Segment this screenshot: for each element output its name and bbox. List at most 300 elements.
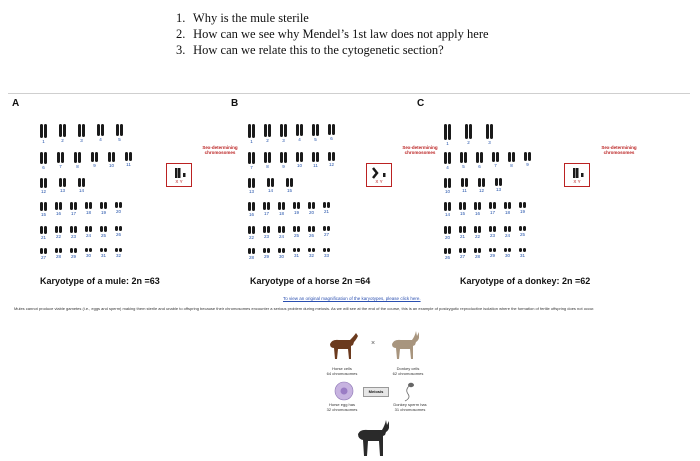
chromosome-number: 19 bbox=[519, 209, 525, 214]
chromosome bbox=[312, 124, 315, 136]
chromosome bbox=[460, 152, 463, 163]
chromosome-pair bbox=[519, 248, 526, 260]
chromosome-number: 23 bbox=[70, 233, 76, 239]
chromosome bbox=[89, 202, 92, 209]
chromosome-number: 25 bbox=[100, 232, 106, 238]
chromosome bbox=[332, 152, 335, 161]
chromosome-number: 1 bbox=[42, 139, 45, 144]
chromosome-number: 12 bbox=[328, 162, 334, 167]
chromosome bbox=[476, 152, 479, 163]
chromosome-number: 10 bbox=[108, 162, 114, 168]
chromosome bbox=[482, 178, 485, 187]
chromosome-number: 28 bbox=[55, 254, 61, 260]
chromosome bbox=[328, 152, 331, 161]
chromosome-number: 10 bbox=[444, 189, 450, 194]
chromosome-number: 18 bbox=[278, 210, 284, 216]
chromosome-pair bbox=[100, 248, 107, 260]
chromosome-number: 9 bbox=[526, 162, 529, 167]
chromosome bbox=[263, 248, 266, 253]
chromosome-pair bbox=[308, 226, 315, 240]
chromosome bbox=[308, 226, 311, 232]
chromosome-pair bbox=[444, 152, 451, 170]
chromosome-number: 10 bbox=[296, 163, 302, 169]
chromosome bbox=[74, 152, 77, 163]
karyotype-donkey bbox=[444, 118, 624, 268]
chromosome bbox=[59, 124, 62, 137]
chromosome bbox=[282, 202, 285, 210]
chromosome-pair bbox=[504, 226, 511, 240]
chromosome bbox=[496, 152, 499, 162]
chromosome-row bbox=[40, 248, 122, 260]
chromosome bbox=[490, 124, 493, 139]
chromosome-pair bbox=[323, 202, 330, 217]
chromosome-number: 13 bbox=[495, 187, 501, 193]
chromosome-pair bbox=[519, 202, 526, 217]
sex-determining-label-a: Sex-determining chromosomes bbox=[202, 145, 238, 155]
chromosome bbox=[316, 152, 319, 162]
chromosome-number: 29 bbox=[489, 253, 495, 259]
chromosome bbox=[44, 202, 47, 211]
chromosome bbox=[493, 226, 496, 232]
chromosome bbox=[112, 152, 115, 162]
chromosome bbox=[444, 178, 447, 188]
panel-letter-c: C bbox=[417, 98, 425, 109]
chromosome-number: 3 bbox=[282, 137, 285, 143]
chromosome bbox=[504, 226, 507, 232]
chromosome-number: 22 bbox=[248, 235, 254, 240]
chromosome bbox=[493, 202, 496, 209]
chromosome bbox=[116, 124, 119, 136]
karyotype-horse bbox=[248, 118, 428, 268]
chromosome-row bbox=[248, 248, 330, 260]
chromosome-number: 23 bbox=[263, 234, 269, 240]
chromosome bbox=[474, 202, 477, 210]
chromosome-pair bbox=[100, 202, 107, 217]
chromosome-number: 32 bbox=[308, 253, 314, 258]
chromosome-number: 7 bbox=[250, 165, 253, 170]
chromosome-pair bbox=[248, 178, 255, 194]
chromosome bbox=[282, 248, 285, 253]
chromosome bbox=[119, 226, 122, 231]
chromosome-row bbox=[248, 226, 330, 240]
sex-determining-label-b: Sex-determining chromosomes bbox=[402, 145, 438, 155]
chromosome bbox=[252, 152, 255, 164]
chromosome-pair bbox=[70, 202, 77, 217]
chromosome bbox=[89, 248, 92, 252]
chromosome-number: 3 bbox=[80, 137, 83, 143]
chromosome-pair bbox=[263, 248, 270, 260]
chromosome-pair bbox=[78, 178, 85, 194]
chromosome-pair bbox=[40, 152, 47, 170]
chromosome-pair bbox=[489, 202, 496, 217]
chromosome bbox=[44, 124, 47, 138]
chromosome bbox=[293, 248, 296, 252]
chromosome bbox=[85, 226, 88, 232]
chromosome bbox=[504, 248, 507, 252]
chromosome-pair bbox=[59, 178, 66, 194]
chromosome-pair bbox=[59, 124, 66, 144]
chromosome-pair bbox=[444, 124, 451, 146]
chromosome-pair bbox=[286, 178, 293, 194]
chromosome-pair bbox=[91, 152, 98, 170]
chromosome-pair bbox=[474, 226, 481, 240]
chromosome bbox=[300, 124, 303, 136]
chromosome-pair bbox=[296, 152, 303, 170]
chromosome bbox=[59, 178, 62, 187]
chromosome bbox=[444, 152, 447, 164]
chromosome bbox=[101, 124, 104, 136]
chromosome-number: 20 bbox=[308, 209, 314, 215]
chromosome-pair bbox=[312, 124, 319, 144]
horse-illustration bbox=[326, 330, 360, 364]
chromosome bbox=[492, 152, 495, 162]
chromosome bbox=[74, 248, 77, 253]
chromosome-number: 15 bbox=[40, 212, 46, 217]
chromosome-pair bbox=[461, 178, 468, 194]
chromosome bbox=[312, 226, 315, 232]
panel-letter-b: B bbox=[231, 98, 239, 109]
chromosome-number: 22 bbox=[474, 233, 480, 239]
chromosome-number: 26 bbox=[444, 255, 450, 260]
chromosome bbox=[528, 152, 531, 161]
chromosome-number: 1 bbox=[250, 139, 253, 144]
chromosome bbox=[70, 248, 73, 253]
chromosome bbox=[489, 248, 492, 252]
chromosome-number: 4 bbox=[446, 165, 449, 170]
chromosome bbox=[40, 226, 43, 234]
chromosome bbox=[40, 152, 43, 164]
sex-chromosome-box-c: X Y bbox=[564, 163, 590, 187]
chromosome bbox=[312, 152, 315, 162]
chromosome-number: 33 bbox=[323, 253, 329, 258]
chromosome bbox=[284, 152, 287, 163]
chromosome-pair bbox=[125, 152, 132, 170]
chromosome-pair bbox=[40, 248, 47, 260]
chromosome-pair bbox=[489, 248, 496, 260]
chromosome-number: 18 bbox=[85, 210, 91, 216]
chromosome bbox=[78, 124, 81, 137]
chromosome-number: 16 bbox=[474, 210, 480, 216]
chromosome bbox=[480, 152, 483, 163]
chromosome-pair bbox=[489, 226, 496, 240]
chromosome-number: 26 bbox=[115, 232, 121, 237]
chromosome bbox=[323, 248, 326, 252]
chromosome bbox=[508, 248, 511, 252]
chromosome-number: 9 bbox=[93, 163, 96, 169]
chromosome-number: 7 bbox=[59, 164, 62, 170]
chromosome bbox=[523, 202, 526, 208]
mule-illustration bbox=[354, 418, 398, 460]
chromosome-pair bbox=[280, 152, 287, 170]
chromosome-pair bbox=[55, 226, 62, 240]
chromosome-pair bbox=[85, 226, 92, 240]
chromosome bbox=[44, 226, 47, 234]
chromosome bbox=[474, 248, 477, 253]
chromosome-pair bbox=[278, 202, 285, 217]
chromosome bbox=[508, 202, 511, 209]
chromosome-pair bbox=[263, 226, 270, 240]
chromosome-number: 24 bbox=[85, 233, 91, 239]
chromosome bbox=[59, 248, 62, 253]
chromosome-number: 32 bbox=[115, 253, 121, 258]
chromosome-pair bbox=[323, 248, 330, 260]
chromosome bbox=[89, 226, 92, 232]
horse-egg-caption: Horse egg has 32 chromosomes bbox=[326, 402, 358, 412]
chromosome-pair bbox=[85, 202, 92, 217]
chromosome bbox=[55, 226, 58, 233]
chromosome bbox=[74, 226, 77, 233]
chromosome-number: 2 bbox=[61, 138, 64, 144]
chromosome bbox=[280, 152, 283, 163]
chromosome bbox=[284, 124, 287, 137]
chromosome bbox=[463, 226, 466, 233]
chromosome-pair bbox=[478, 178, 485, 194]
chromosome bbox=[297, 248, 300, 252]
chromosome-number: 26 bbox=[308, 232, 314, 238]
chromosome bbox=[119, 202, 122, 208]
chromosome-pair bbox=[248, 124, 255, 144]
chromosome-pair bbox=[474, 202, 481, 217]
chromosome-pair bbox=[115, 226, 122, 240]
chromosome-pair bbox=[264, 152, 271, 170]
chromosome bbox=[271, 178, 274, 187]
chromosome bbox=[78, 178, 81, 187]
chromosome-pair bbox=[40, 226, 47, 240]
chromosome-row bbox=[40, 202, 122, 217]
chromosome bbox=[40, 248, 43, 254]
chromosome bbox=[70, 202, 73, 210]
chromosome-pair bbox=[278, 248, 285, 260]
chromosome-number: 28 bbox=[248, 255, 254, 260]
chromosome bbox=[327, 226, 330, 231]
chromosome-number: 31 bbox=[293, 253, 299, 259]
chromosome-number: 20 bbox=[444, 235, 450, 240]
chromosome bbox=[97, 124, 100, 136]
chromosome-number: 17 bbox=[70, 210, 76, 216]
chromosome bbox=[120, 124, 123, 136]
chromosome bbox=[248, 178, 251, 188]
chromosome bbox=[463, 202, 466, 210]
chromosome-number: 18 bbox=[504, 209, 510, 215]
donkey-sperm-cell bbox=[397, 380, 417, 402]
chromosome-pair bbox=[55, 202, 62, 217]
chromosome bbox=[478, 178, 481, 187]
chromosome-pair bbox=[474, 248, 481, 260]
chromosome-number: 19 bbox=[293, 210, 299, 216]
chromosome-pair bbox=[70, 226, 77, 240]
chromosome-pair bbox=[70, 248, 77, 260]
chromosome-row bbox=[248, 124, 335, 144]
chromosome bbox=[55, 202, 58, 210]
chromosome-pair bbox=[40, 178, 47, 194]
chromosome bbox=[95, 152, 98, 162]
chromosome bbox=[523, 248, 526, 252]
chromosome bbox=[252, 178, 255, 188]
chromosome-number: 8 bbox=[266, 164, 269, 170]
panel-letter-a: A bbox=[12, 98, 20, 109]
chromosome-pair bbox=[460, 152, 467, 170]
chromosome-pair bbox=[444, 178, 451, 194]
chromosome-number: 5 bbox=[314, 136, 317, 142]
donkey-sperm-caption: Donkey sperm has 31 chromosomes bbox=[393, 402, 427, 412]
chromosome bbox=[524, 152, 527, 161]
chromosome bbox=[248, 124, 251, 138]
chromosome-number: 20 bbox=[115, 209, 121, 214]
chromosome-number: 25 bbox=[519, 232, 525, 237]
chromosome-pair bbox=[296, 124, 303, 144]
chromosome-number: 27 bbox=[40, 255, 46, 260]
chromosome-number: 14 bbox=[444, 212, 450, 217]
chromosome bbox=[296, 152, 299, 162]
donkey-cells-caption: Donkey cells 62 chromosomes bbox=[392, 366, 424, 376]
chromosome bbox=[519, 226, 522, 231]
chromosome-row bbox=[444, 202, 526, 217]
chromosome bbox=[44, 178, 47, 188]
chromosome bbox=[70, 226, 73, 233]
chromosome-number: 30 bbox=[278, 253, 284, 259]
chromosome-number: 11 bbox=[313, 162, 318, 168]
chromosome bbox=[63, 124, 66, 137]
sex-chromosome-box-b: X Y bbox=[366, 163, 392, 187]
chromosome bbox=[461, 178, 464, 187]
chromosome bbox=[268, 152, 271, 163]
chromosome-number: 14 bbox=[267, 188, 273, 194]
chromosome-number: 23 bbox=[489, 233, 495, 239]
chromosome-pair bbox=[495, 178, 502, 194]
chromosome-number: 7 bbox=[494, 163, 497, 169]
chromosome bbox=[252, 226, 255, 234]
chromosome bbox=[248, 226, 251, 234]
chromosome bbox=[252, 202, 255, 211]
chromosome bbox=[40, 124, 43, 138]
chromosome bbox=[115, 248, 118, 252]
chromosome bbox=[464, 152, 467, 163]
chromosome-number: 27 bbox=[323, 232, 329, 237]
chromosome-number: 2 bbox=[266, 138, 269, 144]
chromosome bbox=[293, 226, 296, 232]
chromosome-number: 6 bbox=[42, 165, 45, 170]
chromosome bbox=[248, 152, 251, 164]
caption-horse: Karyotype of a horse 2n =64 bbox=[250, 276, 371, 286]
chromosome-pair bbox=[55, 248, 62, 260]
horse-egg-cell bbox=[333, 380, 355, 402]
chromosome-number: 24 bbox=[504, 232, 510, 238]
chromosome-number: 2 bbox=[467, 140, 470, 146]
chromosome-pair bbox=[504, 202, 511, 217]
chromosome bbox=[85, 202, 88, 209]
chromosome bbox=[444, 202, 447, 211]
chromosome bbox=[448, 124, 451, 140]
chromosome-pair bbox=[323, 226, 330, 240]
chromosome bbox=[44, 248, 47, 254]
chromosome-pair bbox=[524, 152, 531, 170]
chromosome bbox=[448, 248, 451, 254]
chromosome bbox=[486, 124, 489, 139]
chromosome bbox=[478, 226, 481, 233]
chromosome bbox=[308, 202, 311, 209]
chromosome-pair bbox=[504, 248, 511, 260]
chromosome-row bbox=[444, 226, 526, 240]
chromosome bbox=[459, 202, 462, 210]
chromosome-number: 6 bbox=[478, 163, 481, 169]
chromosome-number: 17 bbox=[263, 211, 269, 217]
chromosome bbox=[115, 202, 118, 208]
chromosome bbox=[100, 202, 103, 209]
chromosome bbox=[489, 226, 492, 232]
chromosome bbox=[78, 152, 81, 163]
chromosome-number: 29 bbox=[70, 253, 76, 259]
chromosome-pair bbox=[278, 226, 285, 240]
chromosome bbox=[465, 124, 468, 139]
chromosome bbox=[499, 178, 502, 186]
chromosome bbox=[459, 226, 462, 233]
chromosome-row bbox=[40, 152, 132, 170]
chromosome bbox=[267, 248, 270, 253]
chromosome-pair bbox=[280, 124, 287, 144]
chromosome bbox=[252, 248, 255, 254]
chromosome bbox=[296, 124, 299, 136]
karyotype-mule bbox=[40, 118, 220, 268]
chromosome-pair bbox=[293, 202, 300, 217]
chromosome-pair bbox=[444, 226, 451, 240]
chromosome bbox=[297, 226, 300, 232]
chromosome-number: 13 bbox=[248, 189, 254, 194]
chromosome-pair bbox=[57, 152, 64, 170]
chromosome bbox=[512, 152, 515, 162]
chromosome-pair bbox=[312, 152, 319, 170]
chromosome bbox=[469, 124, 472, 139]
chromosome bbox=[327, 202, 330, 208]
chromosome-number: 8 bbox=[510, 162, 513, 168]
chromosome-number: 19 bbox=[100, 209, 106, 215]
chromosome-pair bbox=[264, 124, 271, 144]
chromosome-pair bbox=[248, 202, 255, 217]
chromosome bbox=[323, 202, 326, 208]
chromosome-number: 22 bbox=[55, 234, 61, 240]
chromosome bbox=[504, 202, 507, 209]
caption-donkey: Karyotype of a donkey: 2n =62 bbox=[460, 276, 591, 286]
chromosome bbox=[263, 202, 266, 210]
chromosome-number: 24 bbox=[278, 233, 284, 239]
question-item: 2. How can we see why Mendel’s 1st law does not apply here bbox=[176, 27, 489, 41]
chromosome bbox=[267, 202, 270, 210]
chromosome-number: 6 bbox=[330, 136, 333, 141]
figure-top-divider bbox=[8, 93, 690, 94]
cross-symbol: × bbox=[371, 340, 376, 347]
chromosome bbox=[104, 248, 107, 252]
chromosome-number: 17 bbox=[489, 210, 495, 216]
chromosome-pair bbox=[115, 202, 122, 217]
chromosome-number: 8 bbox=[76, 163, 79, 169]
chromosome-number: 5 bbox=[462, 164, 465, 170]
chromosome-number: 3 bbox=[488, 139, 491, 145]
chromosome-number: 16 bbox=[248, 212, 254, 217]
chromosome bbox=[263, 226, 266, 233]
chromosome bbox=[59, 202, 62, 210]
chromosome bbox=[108, 152, 111, 162]
chromosome-pair bbox=[85, 248, 92, 260]
chromosome bbox=[448, 178, 451, 188]
chromosome-pair bbox=[459, 248, 466, 260]
karyotype-source-link[interactable]: To view an original magnification of the karyotypes, please click here. bbox=[283, 296, 421, 301]
chromosome bbox=[82, 178, 85, 187]
chromosome bbox=[119, 248, 122, 252]
chromosome bbox=[264, 124, 267, 137]
chromosome bbox=[55, 248, 58, 253]
chromosome-pair bbox=[519, 226, 526, 240]
sex-chromosomes-b bbox=[367, 165, 391, 181]
chromosome bbox=[74, 202, 77, 210]
